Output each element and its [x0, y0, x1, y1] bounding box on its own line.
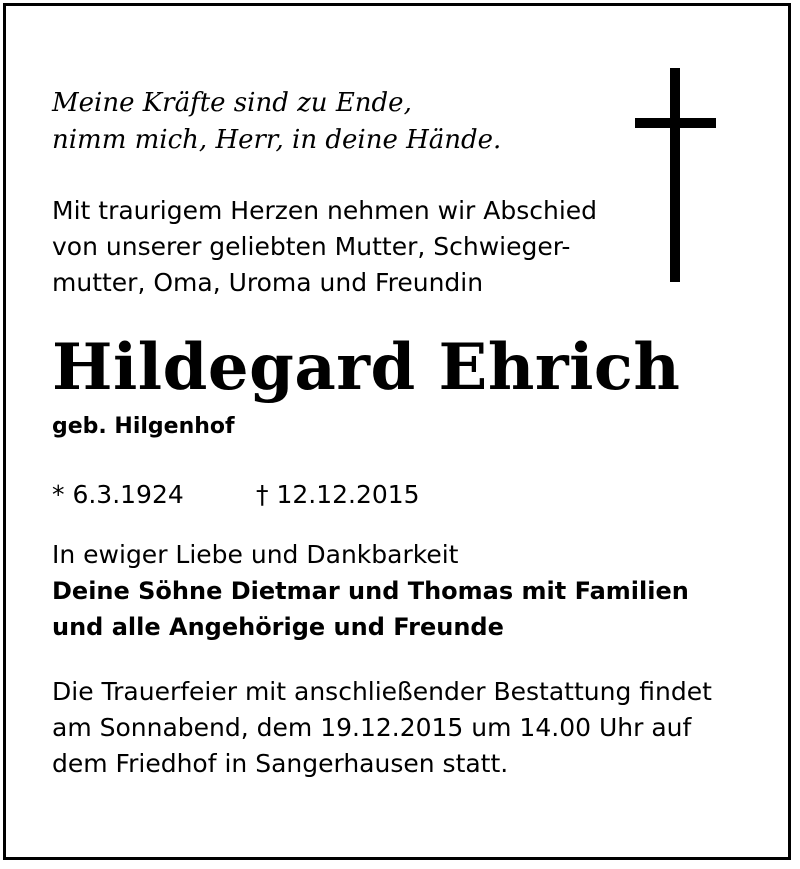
cross-vertical-bar [670, 68, 680, 282]
mourners [52, 537, 689, 645]
intro-line: von unserer geliebten Mutter, Schwieger- [52, 232, 571, 261]
farewell-intro [52, 193, 597, 301]
deceased-name: Hildegard Ehrich [52, 330, 681, 405]
mourners-line: und alle Angehörige und Freunde [52, 613, 504, 641]
intro-line: mutter, Oma, Uroma und Freundin [52, 268, 484, 297]
intro-line: Mit traurigem Herzen nehmen wir Abschied [52, 196, 598, 225]
birth-date: * 6.3.1924 [52, 480, 184, 509]
verse-line: Meine Kräfte sind zu Ende, [52, 88, 412, 118]
verse-line: nimm mich, Herr, in deine Hände. [52, 125, 502, 155]
verse [52, 85, 501, 159]
mourners-intro: In ewiger Liebe und Dankbarkeit [52, 540, 459, 569]
funeral-line: am Sonnabend, dem 19.12.2015 um 14.00 Uhr auf [52, 713, 692, 742]
death-date: † 12.12.2015 [256, 480, 420, 509]
funeral-line: dem Friedhof in Sangerhausen statt. [52, 749, 509, 778]
maiden-name: geb. Hilgenhof [52, 414, 235, 439]
mourners-line: Deine Söhne Dietmar und Thomas mit Familien [52, 577, 689, 605]
funeral-line: Die Trauerfeier mit anschließender Bestattung findet [52, 677, 712, 706]
funeral-notice [52, 674, 712, 782]
cross-horizontal-bar [635, 118, 716, 128]
life-dates [52, 478, 420, 512]
